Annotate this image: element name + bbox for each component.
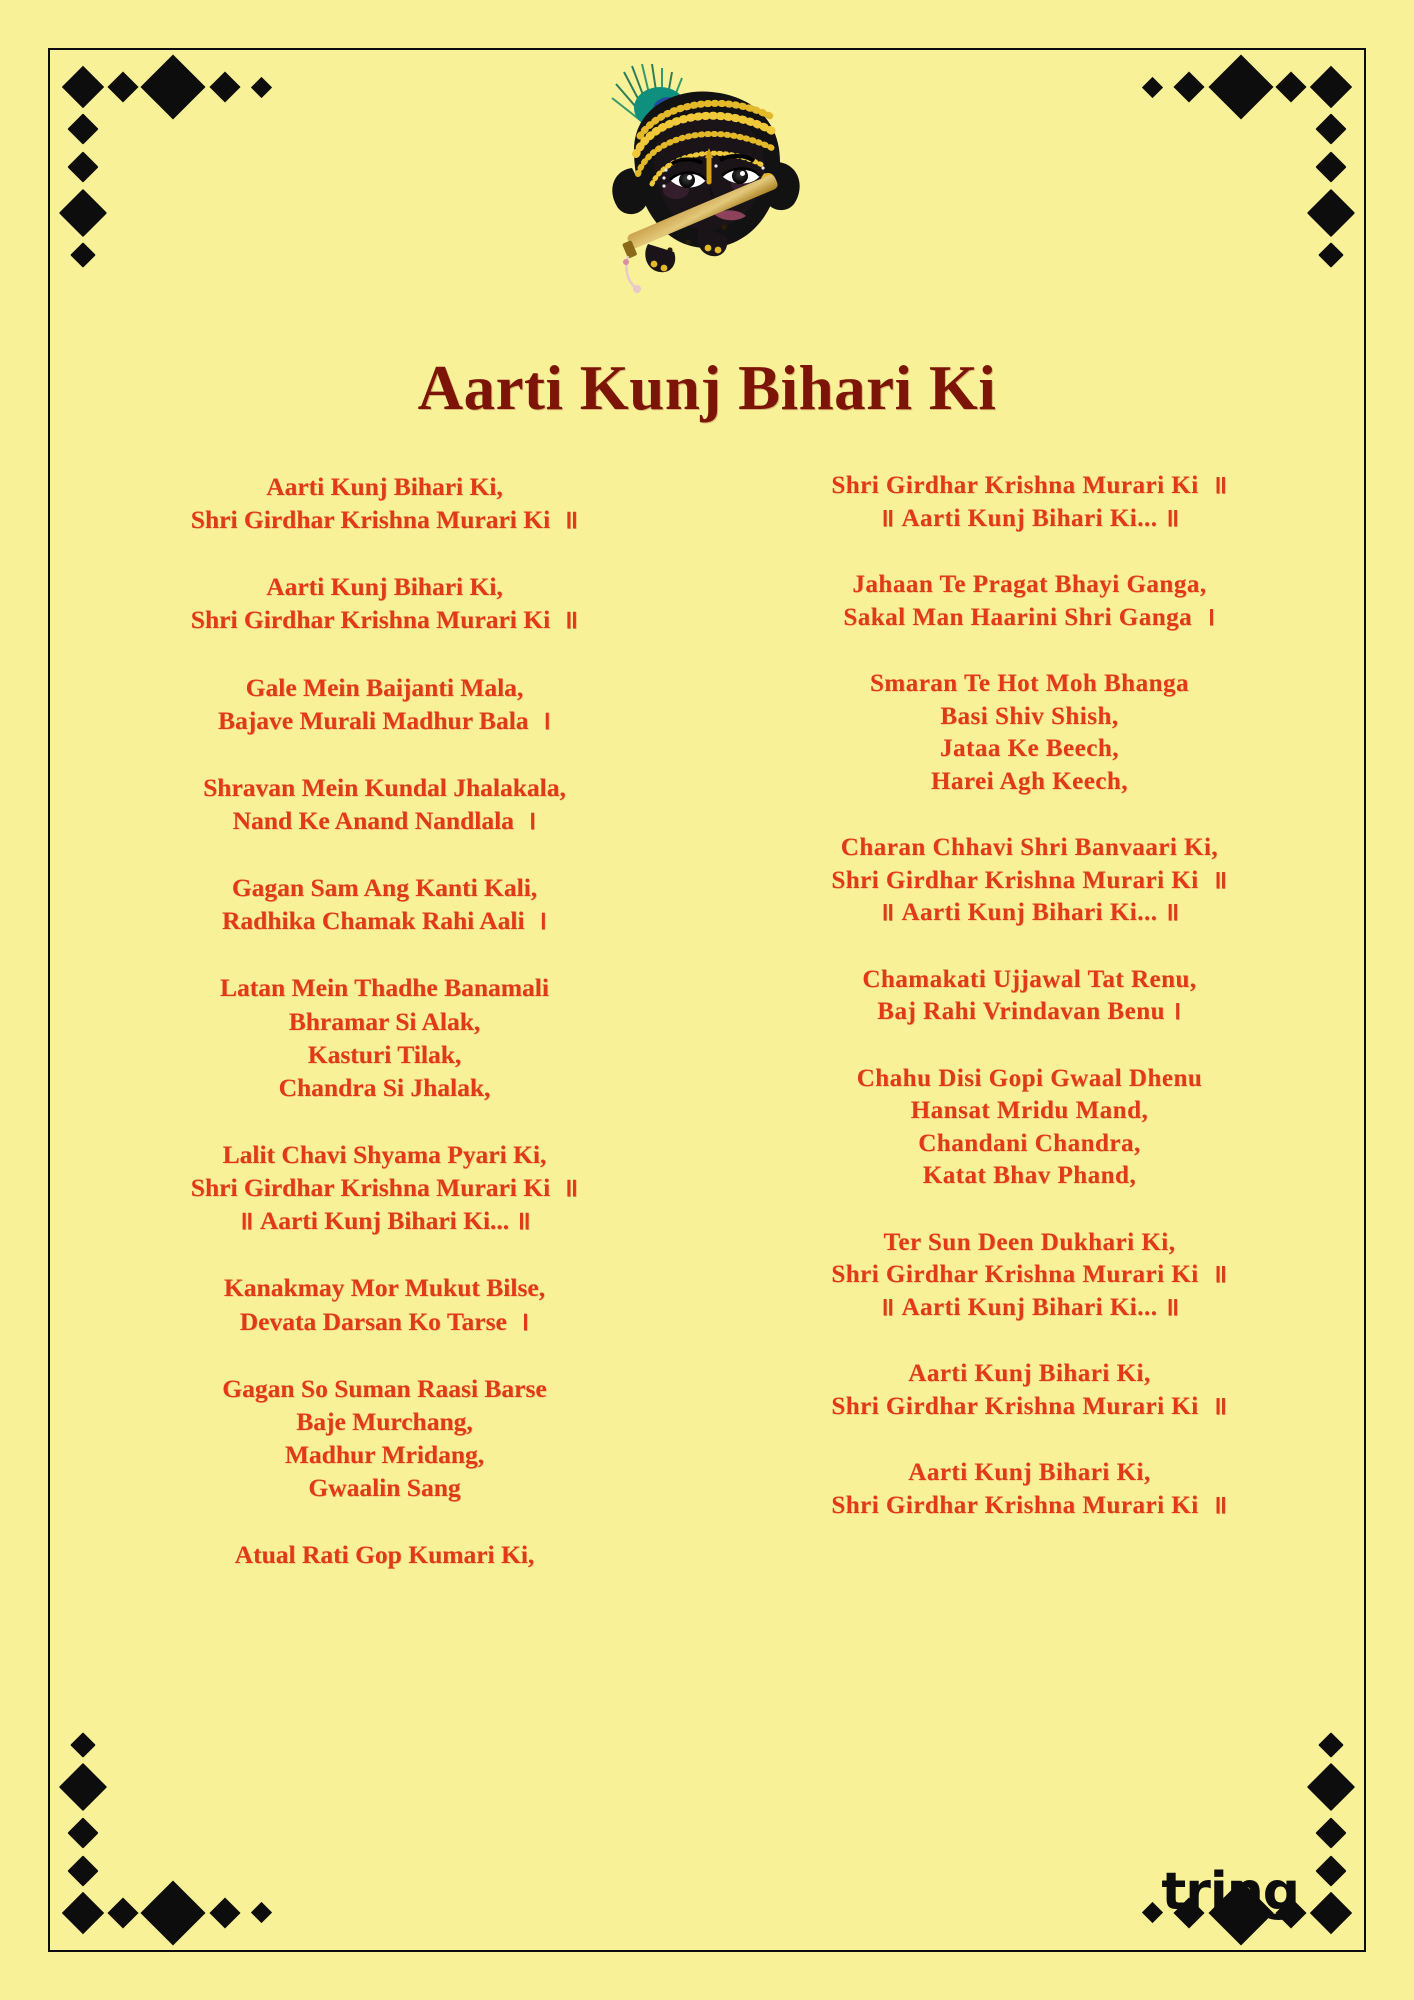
lyric-stanza xyxy=(723,1063,1336,1193)
lyric-line: ॥ Aarti Kunj Bihari Ki... ॥ xyxy=(879,1293,1180,1321)
lyric-line: Gwaalin Sang xyxy=(308,1473,461,1503)
lyric-stanza xyxy=(78,771,691,837)
lyric-line: Aarti Kunj Bihari Ki, xyxy=(908,1459,1151,1486)
lyric-line: Radhika Chamak Rahi Aali । xyxy=(222,906,547,936)
krishna-illustration xyxy=(592,58,822,293)
lyric-line: ॥ Aarti Kunj Bihari Ki... ॥ xyxy=(879,899,1180,926)
lyric-line: Lalit Chavi Shyama Pyari Ki, xyxy=(222,1139,547,1169)
lyric-stanza xyxy=(723,832,1336,930)
lyric-line: Shravan Mein Kundal Jhalakala, xyxy=(203,772,566,802)
lyric-line: Shri Girdhar Krishna Murari Ki ॥ xyxy=(831,1392,1228,1420)
lyric-stanza xyxy=(723,668,1336,798)
lyric-stanza xyxy=(723,964,1336,1029)
lyrics-right-column xyxy=(707,470,1336,1556)
lyric-stanza xyxy=(723,1227,1336,1325)
lyric-line: Aarti Kunj Bihari Ki, xyxy=(908,1360,1151,1387)
lyric-line: Gagan So Suman Raasi Barse xyxy=(222,1373,547,1403)
lyric-stanza xyxy=(78,1538,691,1571)
lyric-stanza xyxy=(78,971,691,1104)
lyric-stanza xyxy=(78,470,691,536)
lyric-stanza xyxy=(78,671,691,737)
lyric-stanza xyxy=(78,1372,691,1505)
lyric-line: Shri Girdhar Krishna Murari Ki ॥ xyxy=(831,866,1228,894)
lyrics-left-column xyxy=(78,470,707,1605)
lyric-line: Gale Mein Baijanti Mala, xyxy=(245,672,524,702)
lyric-line: Chamakati Ujjawal Tat Renu, xyxy=(862,965,1197,993)
lyric-line: Latan Mein Thadhe Banamali xyxy=(220,973,549,1003)
lyric-line: Aarti Kunj Bihari Ki, xyxy=(266,572,503,602)
lyric-stanza xyxy=(723,470,1336,535)
lyric-line: Atual Rati Gop Kumari Ki, xyxy=(234,1540,535,1570)
lyric-line: ॥ Aarti Kunj Bihari Ki... ॥ xyxy=(879,504,1180,532)
tring-logo: tring xyxy=(1161,1862,1299,1922)
lyric-line: Jataa Ke Beech, xyxy=(940,735,1119,762)
lyric-line: Gagan Sam Ang Kanti Kali, xyxy=(231,873,538,903)
lyric-line: Shri Girdhar Krishna Murari Ki ॥ xyxy=(190,605,579,635)
lyric-line: Bajave Murali Madhur Bala । xyxy=(218,705,551,735)
lyric-line: Madhur Mridang, xyxy=(284,1439,485,1469)
lyric-line: Shri Girdhar Krishna Murari Ki ॥ xyxy=(190,505,579,535)
lyric-line: Baje Murchang, xyxy=(296,1406,473,1436)
page-title: Aarti Kunj Bihari Ki xyxy=(417,353,997,423)
lyric-line: ॥ Aarti Kunj Bihari Ki... ॥ xyxy=(238,1206,531,1236)
lyrics-container xyxy=(78,470,1336,1605)
lyric-line: Shri Girdhar Krishna Murari Ki ॥ xyxy=(831,1491,1228,1519)
lyric-stanza xyxy=(723,1457,1336,1522)
lyric-line: Kanakmay Mor Mukut Bilse, xyxy=(223,1273,546,1303)
lyric-line: Charan Chhavi Shri Banvaari Ki, xyxy=(840,834,1219,861)
lyric-line: Shri Girdhar Krishna Murari Ki ॥ xyxy=(190,1173,579,1203)
lyric-line: Devata Darsan Ko Tarse । xyxy=(239,1306,530,1336)
lyric-line: Chahu Disi Gopi Gwaal Dhenu xyxy=(856,1064,1203,1092)
lyric-stanza xyxy=(78,570,691,636)
lyric-stanza xyxy=(78,1271,691,1337)
lyric-stanza xyxy=(723,569,1336,634)
lyric-line: Harei Agh Keech, xyxy=(930,767,1129,795)
lyric-line: Chandra Si Jhalak, xyxy=(278,1072,491,1102)
lyric-line: Katat Bhav Phand, xyxy=(922,1162,1137,1189)
lyric-stanza xyxy=(78,871,691,937)
lyric-line: Sakal Man Haarini Shri Ganga । xyxy=(843,603,1216,631)
lyric-line: Kasturi Tilak, xyxy=(307,1039,462,1069)
lyric-line: Bhramar Si Alak, xyxy=(288,1006,481,1036)
lyric-line: Hansat Mridu Mand, xyxy=(910,1097,1149,1124)
lyric-line: Basi Shiv Shish, xyxy=(940,702,1119,730)
lyric-line: Shri Girdhar Krishna Murari Ki ॥ xyxy=(831,1261,1228,1288)
lyric-line: Jahaan Te Pragat Bhayi Ganga, xyxy=(852,571,1207,598)
lyric-line: Baj Rahi Vrindavan Benu । xyxy=(877,998,1182,1025)
lyric-stanza xyxy=(78,1138,691,1237)
lyric-line: Aarti Kunj Bihari Ki, xyxy=(266,472,503,501)
lyric-stanza xyxy=(723,1358,1336,1423)
lyric-line: Smaran Te Hot Moh Bhanga xyxy=(869,670,1189,697)
lyric-line: Ter Sun Deen Dukhari Ki, xyxy=(883,1228,1176,1256)
lyric-line: Shri Girdhar Krishna Murari Ki ॥ xyxy=(831,472,1228,499)
lyric-line: Nand Ke Anand Nandlala । xyxy=(232,805,537,835)
lyric-line: Chandani Chandra, xyxy=(918,1129,1141,1157)
